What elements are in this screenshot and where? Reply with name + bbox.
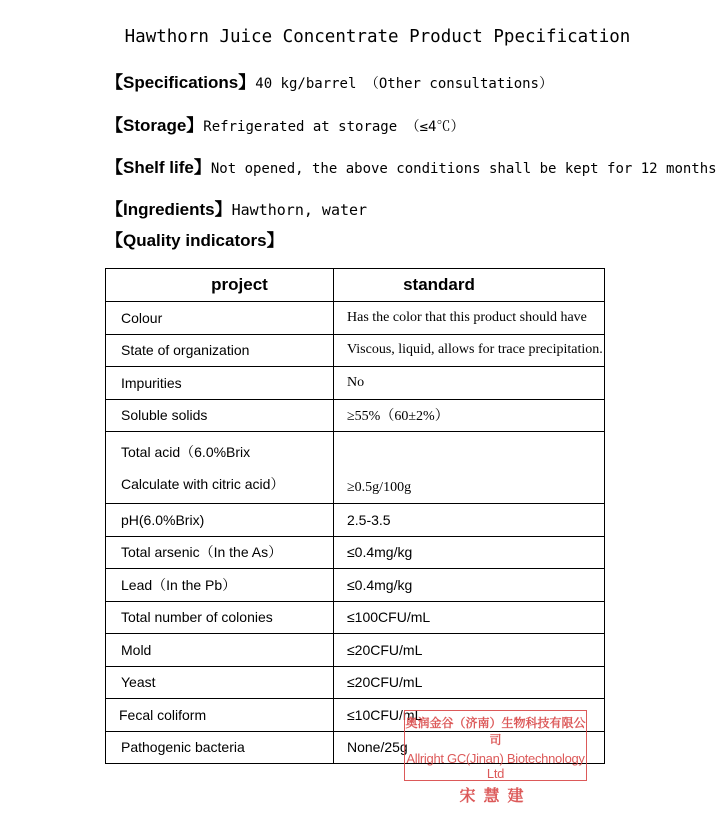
table-row [106,399,605,432]
row-project: Yeast [106,666,334,699]
quality-table [105,268,605,764]
row-standard: Has the color that this product should have [334,302,605,335]
stamp-signature-name: 宋慧建 [459,786,532,805]
row-standard: ≤100CFU/mL [334,601,605,634]
storage-value: Refrigerated at storage （≤4℃） [203,119,465,135]
storage-line [106,111,464,136]
table-row [106,634,605,667]
row-standard: ≤20CFU/mL [334,666,605,699]
table-row [106,569,605,602]
row-project: Soluble solids [106,399,334,432]
row-project: Total arsenic（In the As） [106,536,334,569]
stamp-chinese-name: 奥润金谷（济南）生物科技有限公司 [405,716,586,747]
row-standard: No [334,367,605,400]
table-row [106,302,605,335]
row-project: Colour [106,302,334,335]
row-standard: ≤0.4mg/kg [334,569,605,602]
ingredients-line [106,195,367,220]
row-standard: Viscous, liquid, allows for trace precipitation. [334,334,605,367]
document-title: Hawthorn Juice Concentrate Product Ppecification [124,27,631,47]
row-standard: ≤0.4mg/kg [334,536,605,569]
company-seal-stamp [404,710,587,805]
header-standard: standard [334,269,605,302]
row-standard: ≥55%（60±2%） [334,399,605,432]
table-row [106,367,605,400]
ingredients-value: Hawthorn, water [231,201,368,219]
shelf-life-label: 【Shelf life】 [106,158,211,177]
header-project: project [106,269,334,302]
row-project: pH(6.0%Brix) [106,504,334,537]
row-project-line1: Total acid（6.0%Brix [121,443,251,460]
table-row [106,504,605,537]
quality-indicators-label: 【Quality indicators】 [106,231,284,250]
table-row [106,432,605,504]
shelf-life-line [106,153,717,178]
row-project: Fecal coliform [106,699,334,732]
table-row [106,334,605,367]
quality-indicators-line [106,226,284,251]
specifications-label: 【Specifications】 [106,73,256,92]
row-standard: None/25g [334,731,605,764]
specifications-value: 40 kg/barrel （Other consultations） [255,76,553,92]
row-project: Mold [106,634,334,667]
row-standard: ≤10CFU/mL [334,699,605,732]
row-project: Lead（In the Pb） [106,569,334,602]
row-project: State of organization [106,334,334,367]
table-row [106,536,605,569]
row-project [106,432,334,504]
shelf-life-value: Not opened, the above conditions shall be kept for 12 months [210,161,717,177]
ingredients-label: 【Ingredients】 [106,200,232,219]
specifications-line [106,68,553,93]
row-project: Pathogenic bacteria [106,731,334,764]
row-standard: 2.5-3.5 [334,504,605,537]
row-standard: ≤20CFU/mL [334,634,605,667]
table-row [106,666,605,699]
stamp-english-name: Allright GC(Jinan) Biotechnology Ltd [406,751,585,781]
row-project: Total number of colonies [106,601,334,634]
storage-label: 【Storage】 [106,116,204,135]
row-standard: ≥0.5g/100g [334,432,605,504]
table-header-row [106,269,605,302]
row-project-line2: Calculate with citric acid） [121,475,285,492]
table-row [106,601,605,634]
row-project: Impurities [106,367,334,400]
